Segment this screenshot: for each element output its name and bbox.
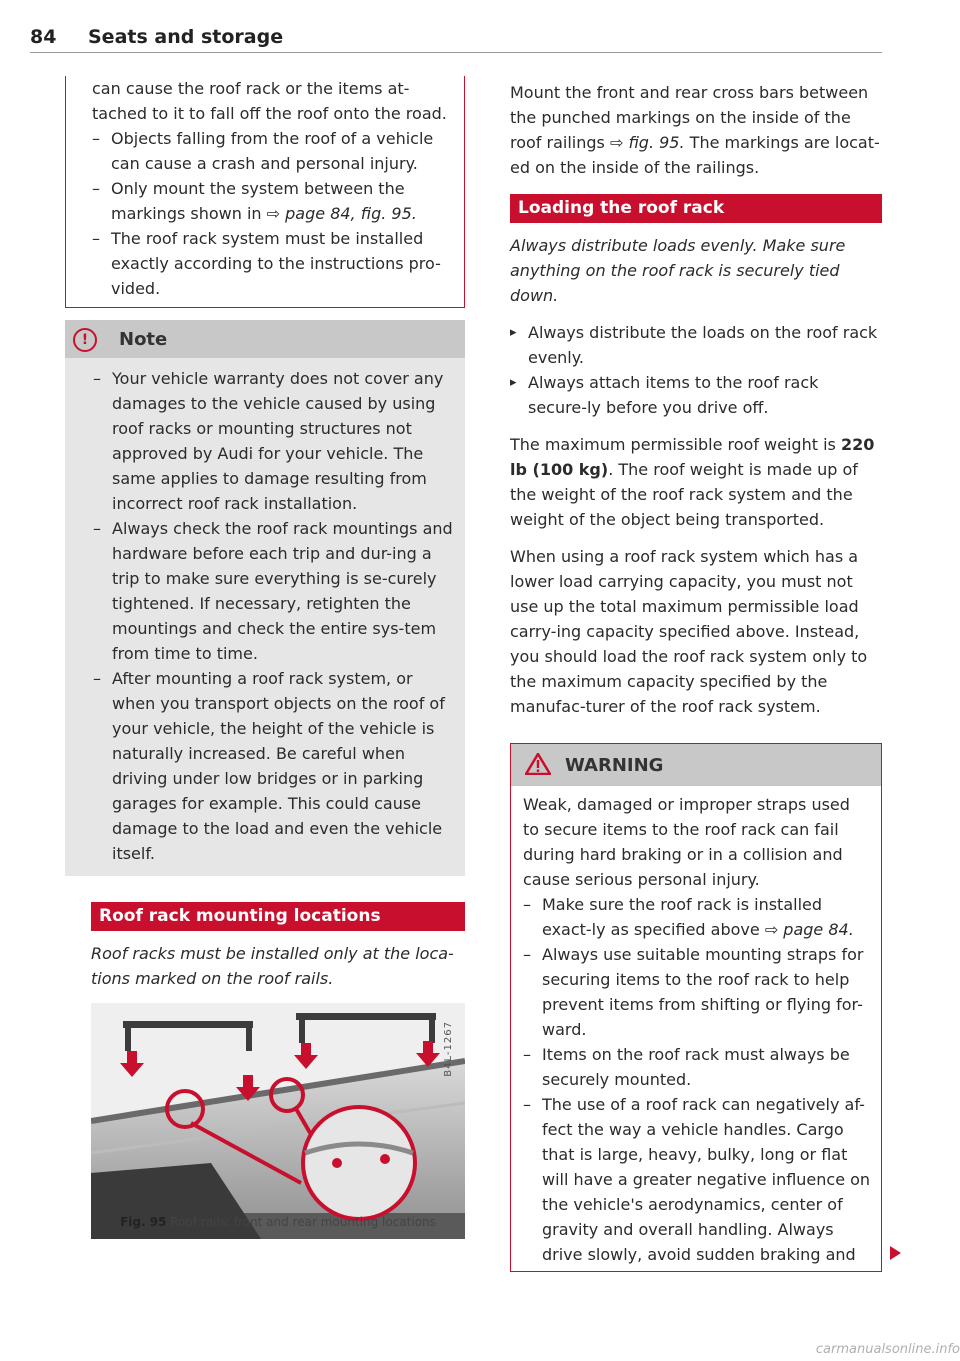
step-item: ▸ Always distribute the loads on the roof rack evenly. (510, 320, 882, 370)
warning-cont-lead: can cause the roof rack or the items at-tached to it to fall off the roof onto the road. (92, 79, 447, 123)
section-intro: Roof racks must be installed only at the loca-tions marked on the roof rails. (91, 944, 454, 988)
warning-header (511, 744, 881, 786)
note-header (65, 320, 465, 358)
warning-cont-item: – The roof rack system must be installed exactly according to the instructions pro-vided. (92, 226, 452, 301)
figure-code: B4L-1267 (443, 1021, 454, 1077)
figure-95 (91, 1003, 465, 1239)
info-icon: ! (73, 328, 97, 352)
figure-caption: Fig. 95 Roof rails: front and rear mounting locations (120, 1215, 436, 1229)
note-body (65, 358, 465, 866)
warning-item: – The use of a roof rack can negatively af-fect the way a vehicle handles. Cargo that is large, heavy, bulky, long or flat will have a greater negative influence on the vehicle's aerodynamics, center of gravity and overall handling. Always drive slowly, avoid sudden braking and (523, 1092, 871, 1267)
warning-box (510, 743, 882, 1272)
section-heading-mounting: Roof rack mounting locations (91, 902, 465, 931)
warning-lead: Weak, damaged or improper straps used to secure items to the roof rack can fail during hard braking or in a collision and cause serious personal injury. (523, 795, 850, 889)
warning-continuation (65, 76, 465, 308)
footer-watermark: carmanualsonline.info (815, 1342, 960, 1357)
right-column (510, 80, 882, 1272)
section-intro: Always distribute loads evenly. Make sure anything on the roof rack is securely tied down. (510, 236, 846, 305)
max-roof-weight: 220 lb (100 kg) (510, 435, 875, 479)
fig-ref-link[interactable]: ⇨ fig. 95. (609, 133, 685, 152)
continued-arrow-icon (890, 1246, 901, 1260)
warning-item: – Make sure the roof rack is installed exact-ly as specified above ⇨ page 84. (523, 892, 871, 942)
warning-cont-item: – Objects falling from the roof of a vehicle can cause a crash and personal injury. (92, 126, 452, 176)
section-title: Seats and storage (88, 26, 284, 48)
note-item: – Always check the roof rack mountings and hardware before each trip and dur-ing a trip to make sure everything is se-curely tightened. If necessary, retighten the mountings and check the entire sys-tem from time to time. (93, 516, 453, 666)
capacity-paragraph: When using a roof rack system which has a lower load carrying capacity, you must not use up the total maximum permissible load carry-ing capacity specified above. Instead, you should load the roof rack system only to the maximum capacity specified by the manufac-turer of the roof rack system. (510, 547, 868, 716)
mount-paragraph: Mount the front and rear cross bars between the punched markings on the inside of the roof railings ⇨ fig. 95. The markings are locat-ed on the inside of the railings. (510, 83, 880, 177)
page-ref-link[interactable]: ⇨ page 84. (764, 920, 854, 939)
roof-rail-illustration (91, 1003, 465, 1239)
warning-cont-item: – Only mount the system between the markings shown in ⇨ page 84, fig. 95. (92, 176, 452, 226)
note-label: Note (119, 329, 168, 350)
page-number: 84 (30, 26, 57, 48)
weight-paragraph: The maximum permissible roof weight is 220 lb (100 kg). The roof weight is made up of the weight of the roof rack system and the weight of the object being transported. (510, 435, 875, 529)
warning-label: WARNING (565, 755, 664, 776)
step-item: ▸ Always attach items to the roof rack secure-ly before you drive off. (510, 370, 882, 420)
left-column (81, 79, 465, 1239)
warning-body (511, 786, 881, 1271)
page-header (30, 22, 882, 53)
section-heading-loading: Loading the roof rack (510, 194, 882, 223)
note-item: – After mounting a roof rack system, or when you transport objects on the roof of your vehicle, the height of the vehicle is naturally increased. Be careful when driving under low bridges or in parking garages for example. This could cause damage to the load and even the vehicle itself. (93, 666, 453, 866)
warning-triangle-icon (525, 753, 551, 775)
warning-item: – Always use suitable mounting straps for securing items to the roof rack to help prevent items from shifting or flying for-ward. (523, 942, 871, 1042)
note-box (65, 320, 465, 876)
page-ref-link[interactable]: ⇨ page 84, fig. 95. (266, 204, 417, 223)
note-item: – Your vehicle warranty does not cover any damages to the vehicle caused by using roof racks or mounting structures not approved by Audi for your vehicle. The same applies to damage resulting from incorrect roof rack installation. (93, 366, 453, 516)
warning-item: – Items on the roof rack must always be securely mounted. (523, 1042, 871, 1092)
